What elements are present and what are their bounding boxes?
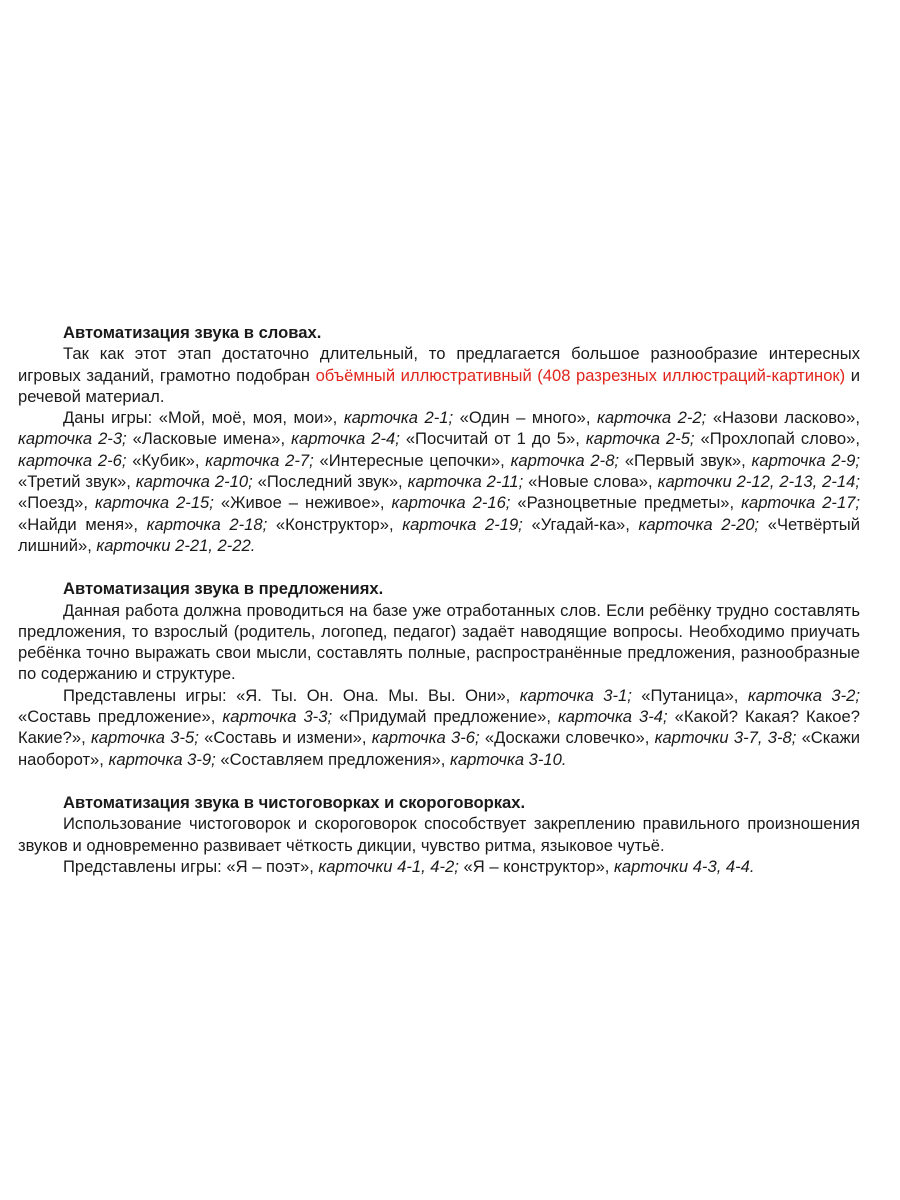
game-title: «Я – конструктор», [458, 856, 615, 876]
paragraph-text: и речевой материал. [18, 365, 860, 406]
game-title: «Один – много», [453, 408, 598, 428]
paragraph-words-games [18, 407, 860, 556]
section-tongue-twisters [18, 792, 860, 877]
card-ref: карточка 2-6; [18, 450, 127, 470]
paragraph-sentences-intro: Данная работа должна проводиться на базе уже отработанных слов. Если ребёнку трудно составлять предложения, то взрослый (родитель, логопед, педагог) задаёт наводящие вопросы. Необходимо приучать ребёнка точно выражать свои мысли, составлять полные, распространённые предложения, разнообразные по содержанию и структуре. [18, 600, 860, 684]
game-title: «Доскажи словечко», [479, 728, 655, 748]
game-title: «Прохлопай слово», [694, 429, 860, 449]
card-ref: карточка 2-8; [510, 450, 620, 470]
card-ref: карточка 2-10; [135, 472, 253, 492]
game-title: «Конструктор», [267, 514, 403, 534]
game-title: «Ласковые имена», [126, 429, 292, 449]
paragraph-text: Так как этот этап достаточно длительный, то предлагается большое разнообразие интересных игровых заданий, грамотно подобран [18, 344, 860, 385]
card-ref: карточка 2-11; [407, 472, 524, 492]
game-title: «Придумай предложение», [332, 707, 558, 727]
game-title: «Живое – неживое», [213, 493, 392, 513]
card-ref: карточка 2-1; [343, 408, 454, 428]
game-title: «Мой, моё, моя, мои», [158, 408, 344, 428]
card-ref: карточка 2-7; [205, 450, 314, 470]
card-ref: карточка 2-4; [291, 429, 400, 449]
section-words [18, 322, 860, 556]
card-ref: карточка 3-9; [108, 749, 216, 769]
paragraph-tongue-twisters-games [18, 856, 860, 877]
game-title: «Кубик», [126, 450, 206, 470]
games-lead: Даны игры: [63, 408, 159, 428]
game-title: «Я. Ты. Он. Она. Мы. Вы. Они», [236, 685, 520, 705]
game-title: «Последний звук», [252, 472, 408, 492]
card-ref: карточка 2-15; [95, 493, 214, 513]
games-lead: Представлены игры: [63, 856, 227, 876]
game-title: «Разноцветные предметы», [510, 493, 742, 513]
card-ref: карточка 2-3; [18, 429, 127, 449]
game-title: «Назови ласково», [706, 408, 860, 428]
card-ref: карточка 2-5; [585, 429, 695, 449]
card-ref: карточка 3-6; [371, 728, 480, 748]
card-ref: карточка 3-4; [557, 707, 668, 727]
game-title: «Посчитай от 1 до 5», [399, 429, 586, 449]
card-ref: карточки 2-21, 2-22. [96, 535, 256, 555]
game-title: «Найди меня», [18, 514, 147, 534]
game-title: «Составь и измени», [198, 728, 372, 748]
card-ref: карточка 3-1; [519, 685, 632, 705]
paragraph-tongue-twisters-intro: Использование чистоговорок и скороговорок способствует закреплению правильного произношения звуков и одновременно развивает чёткость дикции, чувство ритма, языковое чутьё. [18, 814, 860, 855]
games-lead: Представлены игры: [63, 685, 237, 705]
card-ref: карточка 2-18; [146, 514, 268, 534]
game-title: «Угадай-ка», [522, 514, 639, 534]
game-title: «Скажи наоборот», [18, 728, 860, 769]
section-heading-tongue-twisters: Автоматизация звука в чистоговорках и скороговорках. [63, 792, 526, 812]
card-ref: карточка 2-2; [597, 408, 707, 428]
card-ref: карточка 3-3; [222, 707, 333, 727]
document-page [18, 322, 860, 877]
game-title: «Я – поэт», [226, 856, 319, 876]
card-ref: карточка 2-19; [402, 514, 523, 534]
card-ref: карточка 3-2; [747, 685, 860, 705]
card-ref: карточка 2-20; [638, 514, 760, 534]
card-ref: карточки 3-7, 3-8; [654, 728, 797, 748]
game-title: «Четвёртый лишний», [18, 514, 860, 555]
game-title: «Третий звук», [18, 472, 136, 492]
highlighted-text: объёмный иллюстративный (408 разрезных иллюстраций-картинок) [315, 365, 846, 385]
game-title: «Какой? Какая? Какое? Какие?», [18, 707, 860, 748]
card-ref: карточки 4-1, 4-2; [318, 856, 459, 876]
game-title: «Поезд», [18, 493, 96, 513]
game-title: «Первый звук», [619, 450, 752, 470]
section-heading-words: Автоматизация звука в словах. [63, 323, 322, 342]
card-ref: карточка 2-16; [391, 493, 511, 513]
card-ref: карточка 3-10. [450, 749, 567, 769]
game-title: «Составь предложение», [18, 707, 223, 727]
game-title: «Интересные цепочки», [313, 450, 511, 470]
section-sentences [18, 578, 860, 770]
card-ref: карточки 4-3, 4-4. [614, 856, 755, 876]
paragraph-words-intro [18, 343, 860, 407]
game-title: «Новые слова», [523, 472, 658, 492]
card-ref: карточки 2-12, 2-13, 2-14; [657, 472, 860, 492]
card-ref: карточка 2-17; [741, 493, 861, 513]
card-ref: карточка 3-5; [90, 728, 199, 748]
section-heading-sentences: Автоматизация звука в предложениях. [63, 579, 384, 599]
game-title: «Путаница», [631, 685, 748, 705]
paragraph-sentences-games [18, 685, 860, 770]
game-title: «Составляем предложения», [215, 749, 450, 769]
card-ref: карточка 2-9; [751, 450, 860, 470]
